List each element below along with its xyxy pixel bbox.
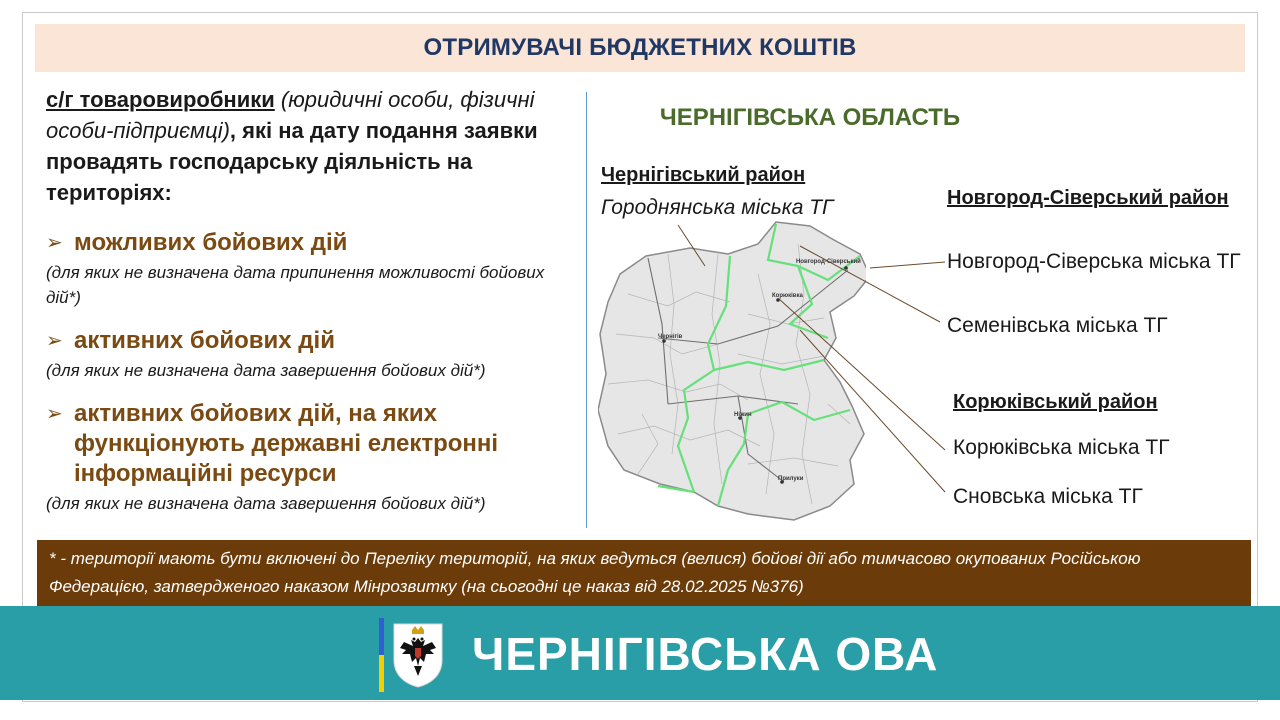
banner-title: ЧЕРНІГІВСЬКА ОВА — [472, 628, 939, 680]
district-label-novhorod-siverskyi: Новгород-Сіверський район — [947, 187, 1229, 209]
community-label-snovsk: Сновська міська ТГ — [953, 485, 1143, 508]
district-label-koriukivka: Корюківський район — [953, 391, 1158, 413]
intro-rest: , які на дату подання заявки провадять господарську діяльність на територіях: — [46, 118, 538, 205]
intro-text — [46, 84, 566, 208]
arrow-bullet-icon: ➢ — [46, 232, 63, 254]
district-label-chernihiv: Чернігівський район — [601, 164, 806, 186]
bullet-title: можливих бойових дій — [74, 229, 348, 256]
chernihiv-eagle-emblem-icon — [390, 620, 446, 688]
community-label-koriukivka: Корюківська міська ТГ — [953, 436, 1170, 459]
bullet-item — [46, 326, 566, 356]
bullet-note: (для яких не визначена дата завершення бойових дій*) — [46, 361, 486, 380]
map-label-koriukivka: Корюківка — [772, 293, 803, 299]
recipients-column — [46, 84, 566, 516]
map-label-chernihiv: Чернігів — [658, 334, 683, 340]
bullet-title: активних бойових дій, на яких функціонують державні електронні інформаційні ресурси — [74, 400, 499, 487]
bullet-item — [46, 228, 566, 258]
bullet-title: активних бойових дій — [74, 327, 335, 354]
map-label-nizhyn: Ніжин — [734, 412, 752, 418]
chernihiv-oblast-map — [598, 214, 866, 522]
title-bar — [35, 24, 1245, 72]
community-label-semenivka: Семенівська міська ТГ — [947, 314, 1168, 337]
community-label-novhorod-siverska: Новгород-Сіверська міська ТГ — [947, 250, 1241, 273]
region-title: ЧЕРНІГІВСЬКА ОБЛАСТЬ — [659, 104, 961, 131]
arrow-bullet-icon: ➢ — [46, 330, 63, 352]
bullet-note: (для яких не визначена дата завершення бойових дій*) — [46, 494, 486, 513]
intro-underlined: с/г товаровиробники — [46, 87, 275, 112]
map-label-pryluky: Прилуки — [778, 476, 804, 482]
community-label-horodnia: Городнянська міська ТГ — [601, 196, 834, 219]
bullet-item — [46, 399, 566, 489]
map-label-novhorod-siverskyi: Новгород-Сіверський — [796, 259, 861, 265]
footnote-box: * - території мають бути включені до Переліку територій, на яких ведуться (велися) бойові дії або тимчасово окупованих Російською Федерацією, затвердженого наказом Мінрозвитку (на сьогодні це наказ від 28.02.2025 №376) — [37, 540, 1251, 606]
arrow-bullet-icon: ➢ — [46, 403, 63, 425]
oblast-outline — [598, 222, 866, 520]
page-title: ОТРИМУВАЧІ БЮДЖЕТНИХ КОШТІВ — [423, 34, 857, 61]
bullet-note: (для яких не визначена дата припинення можливості бойових дій*) — [46, 263, 545, 307]
column-divider — [586, 92, 587, 528]
ukraine-flag-stripe — [379, 618, 384, 692]
intro-italic: (юридичні особи, фізичні особи-підприємці) — [46, 87, 535, 143]
